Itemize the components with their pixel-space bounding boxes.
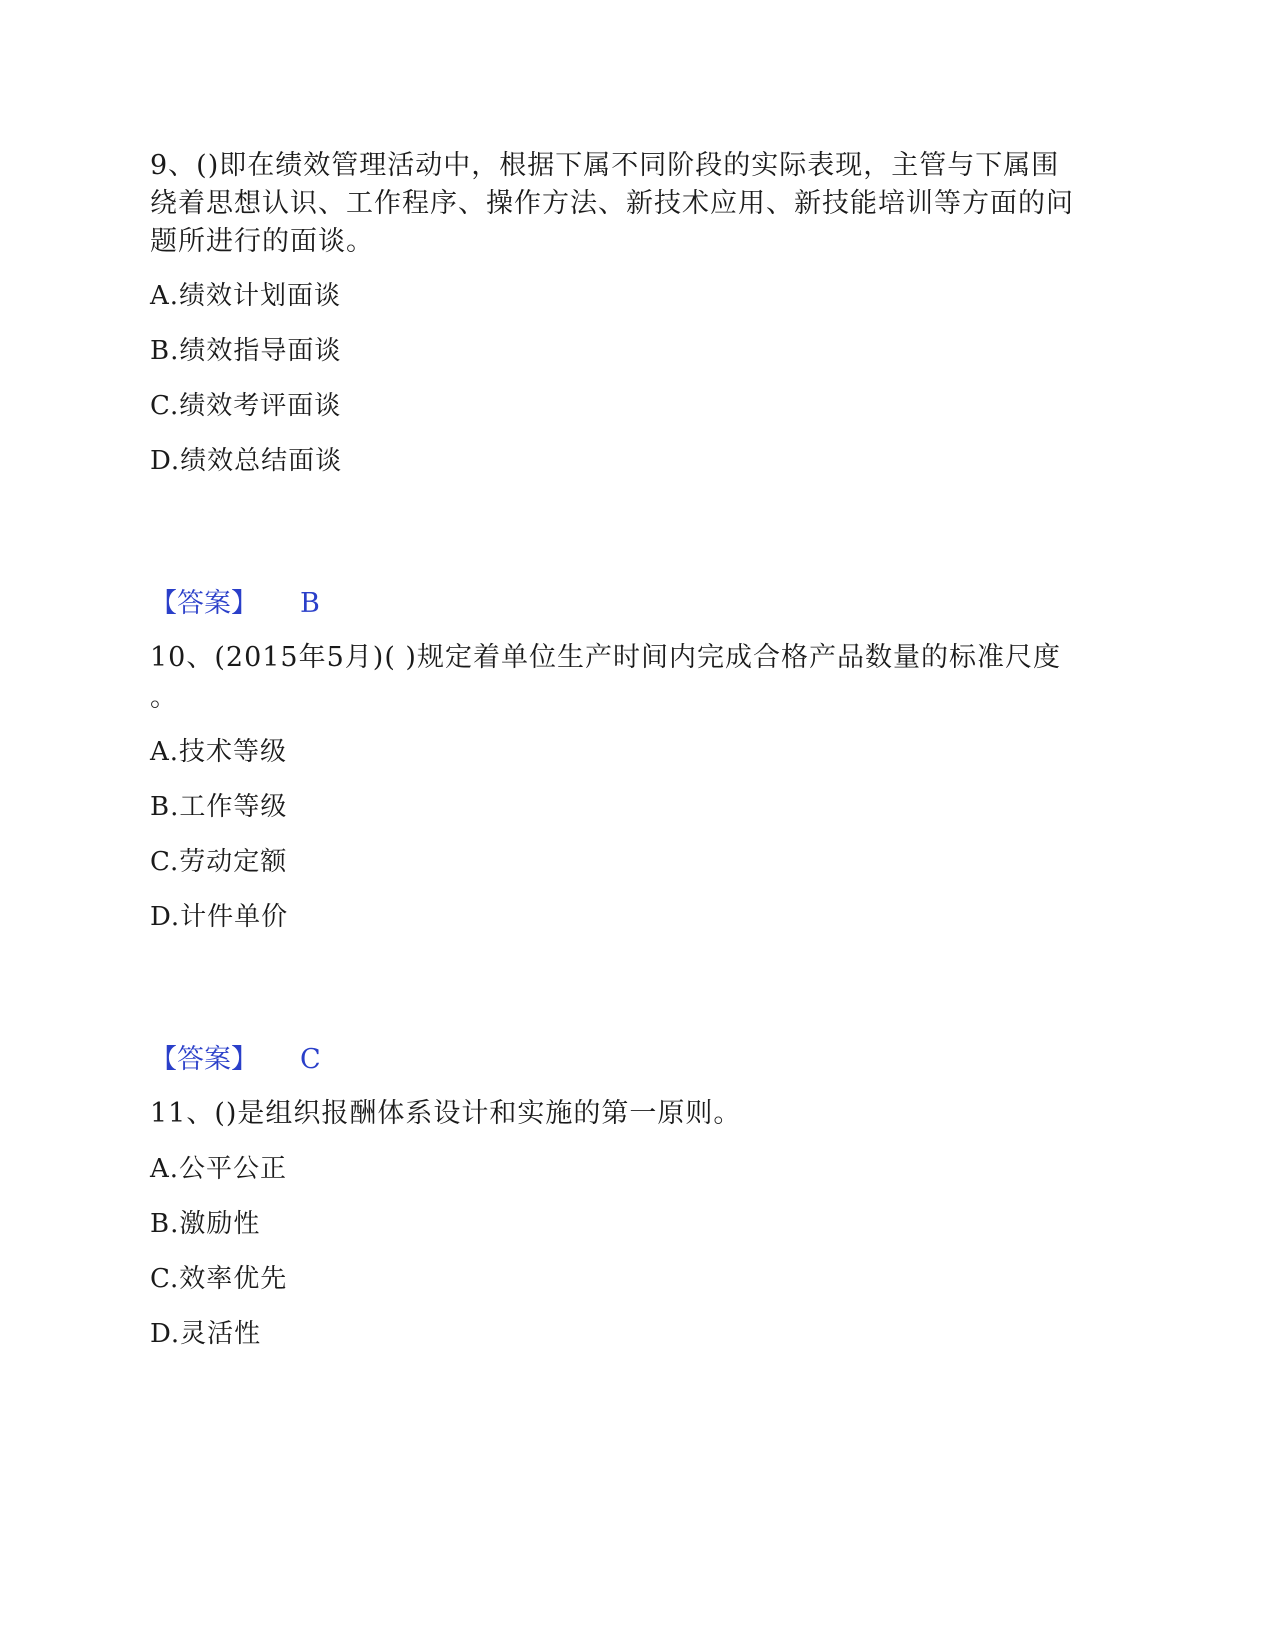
question-10-option-a: A.技术等级 (150, 737, 288, 767)
question-11-stem-line-1: 11、()是组织报酬体系设计和实施的第一原则。 (150, 1098, 742, 1129)
question-11-option-c: C.效率优先 (150, 1264, 288, 1294)
question-9-option-b: B.绩效指导面谈 (150, 336, 342, 366)
question-10-option-c: C.劳动定额 (150, 847, 288, 877)
question-10-stem-line-2: 。 (150, 682, 178, 713)
question-11-option-b: B.激励性 (150, 1209, 261, 1239)
answer-label: 【答案】 (150, 1044, 258, 1075)
question-9-option-a: A.绩效计划面谈 (150, 281, 342, 311)
question-9-stem-line-2: 绕着思想认识、工作程序、操作方法、新技术应用、新技能培训等方面的问 (150, 188, 1074, 219)
question-9-stem-line-3: 题所进行的面谈。 (150, 226, 374, 257)
question-9-option-d: D.绩效总结面谈 (150, 446, 343, 476)
question-9-answer (150, 584, 320, 624)
question-9-option-c: C.绩效考评面谈 (150, 391, 342, 421)
answer-value: C (300, 1044, 321, 1075)
question-10-option-d: D.计件单价 (150, 902, 289, 932)
question-11-option-d: D.灵活性 (150, 1319, 262, 1349)
question-10-answer (150, 1040, 321, 1080)
question-11-option-a: A.公平公正 (150, 1154, 288, 1184)
answer-label: 【答案】 (150, 588, 258, 619)
question-9-stem-line-1: 9、()即在绩效管理活动中，根据下属不同阶段的实际表现，主管与下属围 (150, 150, 1060, 181)
answer-value: B (300, 588, 320, 619)
question-10-option-b: B.工作等级 (150, 792, 288, 822)
question-10-stem-line-1: 10、(2015年5月)( )规定着单位生产时间内完成合格产品数量的标准尺度 (150, 642, 1061, 673)
